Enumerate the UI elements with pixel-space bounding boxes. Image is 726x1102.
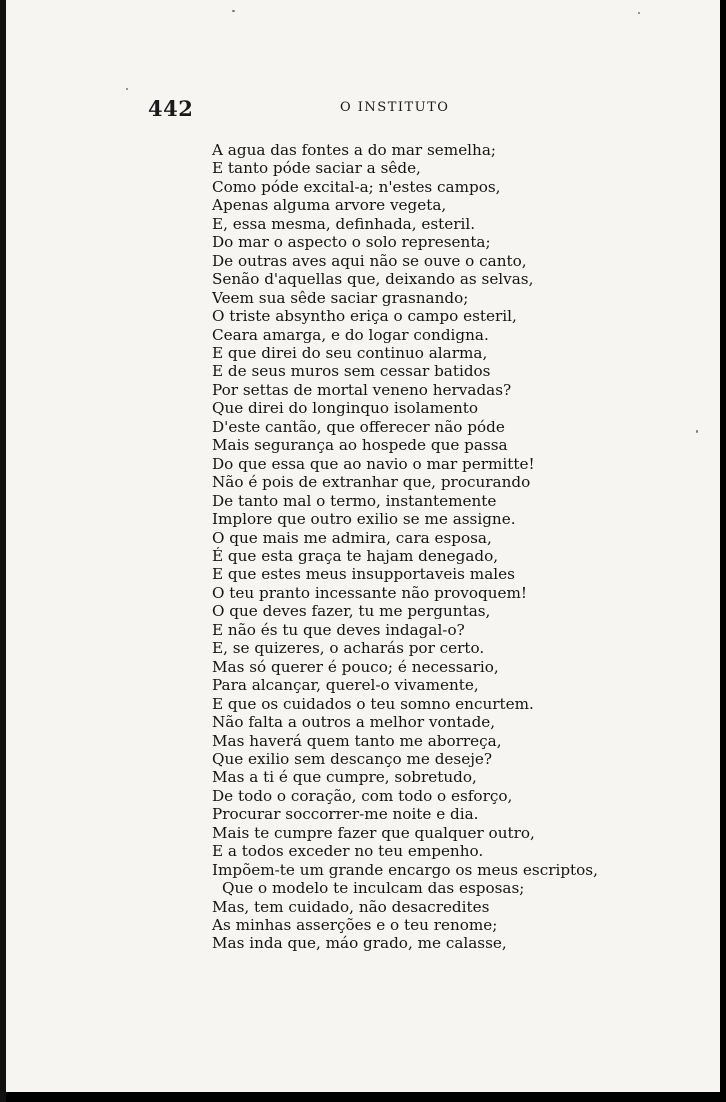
poem-line: Que direi do longinquo isolamento xyxy=(212,399,478,418)
paper-speck xyxy=(638,12,640,14)
poem-line: E não és tu que deves indagal-o? xyxy=(212,620,465,639)
page-number: 442 xyxy=(148,96,194,121)
poem-line: E, essa mesma, definhada, esteril. xyxy=(212,214,476,233)
poem-line: Não falta a outros a melhor vontade, xyxy=(212,713,496,732)
poem-line: E que os cuidados o teu somno encurtem. xyxy=(212,694,534,713)
poem-text xyxy=(212,141,602,953)
poem-line: De tanto mal o termo, instantemente xyxy=(212,491,497,510)
poem-line: D'este cantão, que offerecer não póde xyxy=(212,417,505,436)
poem-line: Procurar soccorrer-me noite e dia. xyxy=(212,805,479,824)
poem-line: Senão d'aquellas que, deixando as selvas, xyxy=(212,270,534,289)
poem-line: Mais te cumpre fazer que qualquer outro, xyxy=(212,823,535,842)
poem-line: Mas a ti é que cumpre, sobretudo, xyxy=(212,768,477,787)
poem-line: A agua das fontes a do mar semelha; xyxy=(212,141,496,159)
poem-line: Como póde excital-a; n'estes campos, xyxy=(212,177,501,196)
poem-line: Mais segurança ao hospede que passa xyxy=(212,436,508,455)
running-title: O INSTITUTO xyxy=(340,100,450,115)
poem-line: Mas haverá quem tanto me aborreça, xyxy=(212,731,502,750)
poem-line: O que mais me admira, cara esposa, xyxy=(212,528,492,547)
paper-speck xyxy=(696,430,698,433)
poem-line: Não é pois de extranhar que, procurando xyxy=(212,473,531,492)
poem-line: E que direi do seu continuo alarma, xyxy=(212,343,488,362)
poem-line: Impõem-te um grande encargo os meus escriptos, xyxy=(212,860,598,879)
poem-line: As minhas asserções e o teu renome; xyxy=(212,916,498,935)
poem-line: Implore que outro exilio se me assigne. xyxy=(212,510,516,529)
poem-line: De outras aves aqui não se ouve o canto, xyxy=(212,251,527,270)
poem-line: Mas inda que, máo grado, me calasse, xyxy=(212,934,507,953)
poem-line: Veem sua sêde saciar grasnando; xyxy=(212,288,469,307)
poem-line: O que deves fazer, tu me perguntas, xyxy=(212,602,491,621)
paper-speck xyxy=(232,10,235,12)
poem-line: E que estes meus insupportaveis males xyxy=(212,565,515,584)
poem-line: E de seus muros sem cessar batidos xyxy=(212,362,491,381)
poem-line: Mas, tem cuidado, não desacredites xyxy=(212,897,490,916)
poem-line: De todo o coração, com todo o esforço, xyxy=(212,786,513,805)
running-header xyxy=(148,96,548,126)
poem-line: É que esta graça te hajam denegado, xyxy=(212,546,499,565)
poem-line: E a todos exceder no teu empenho. xyxy=(212,842,484,861)
poem-line: Apenas alguma arvore vegeta, xyxy=(212,196,447,215)
poem-line: Ceara amarga, e do logar condigna. xyxy=(212,325,489,344)
poem-line: Para alcançar, querel-o vivamente, xyxy=(212,676,479,695)
poem-line: Por settas de mortal veneno hervadas? xyxy=(212,380,512,399)
poem-line: O teu pranto incessante não provoquem! xyxy=(212,583,527,602)
poem-line: O triste absyntho eriça o campo esteril, xyxy=(212,307,517,326)
poem-line: Mas só querer é pouco; é necessario, xyxy=(212,657,499,676)
poem-line: Que exilio sem descanço me deseje? xyxy=(212,749,493,768)
paper-speck xyxy=(126,88,128,90)
poem-line: E, se quizeres, o acharás por certo. xyxy=(212,639,485,658)
poem-line: Do que essa que ao navio o mar permitte! xyxy=(212,454,535,473)
poem-line: Do mar o aspecto o solo representa; xyxy=(212,233,491,252)
poem-line: E tanto póde saciar a sêde, xyxy=(212,159,421,178)
poem-line: Que o modelo te inculcam das esposas; xyxy=(222,879,525,898)
